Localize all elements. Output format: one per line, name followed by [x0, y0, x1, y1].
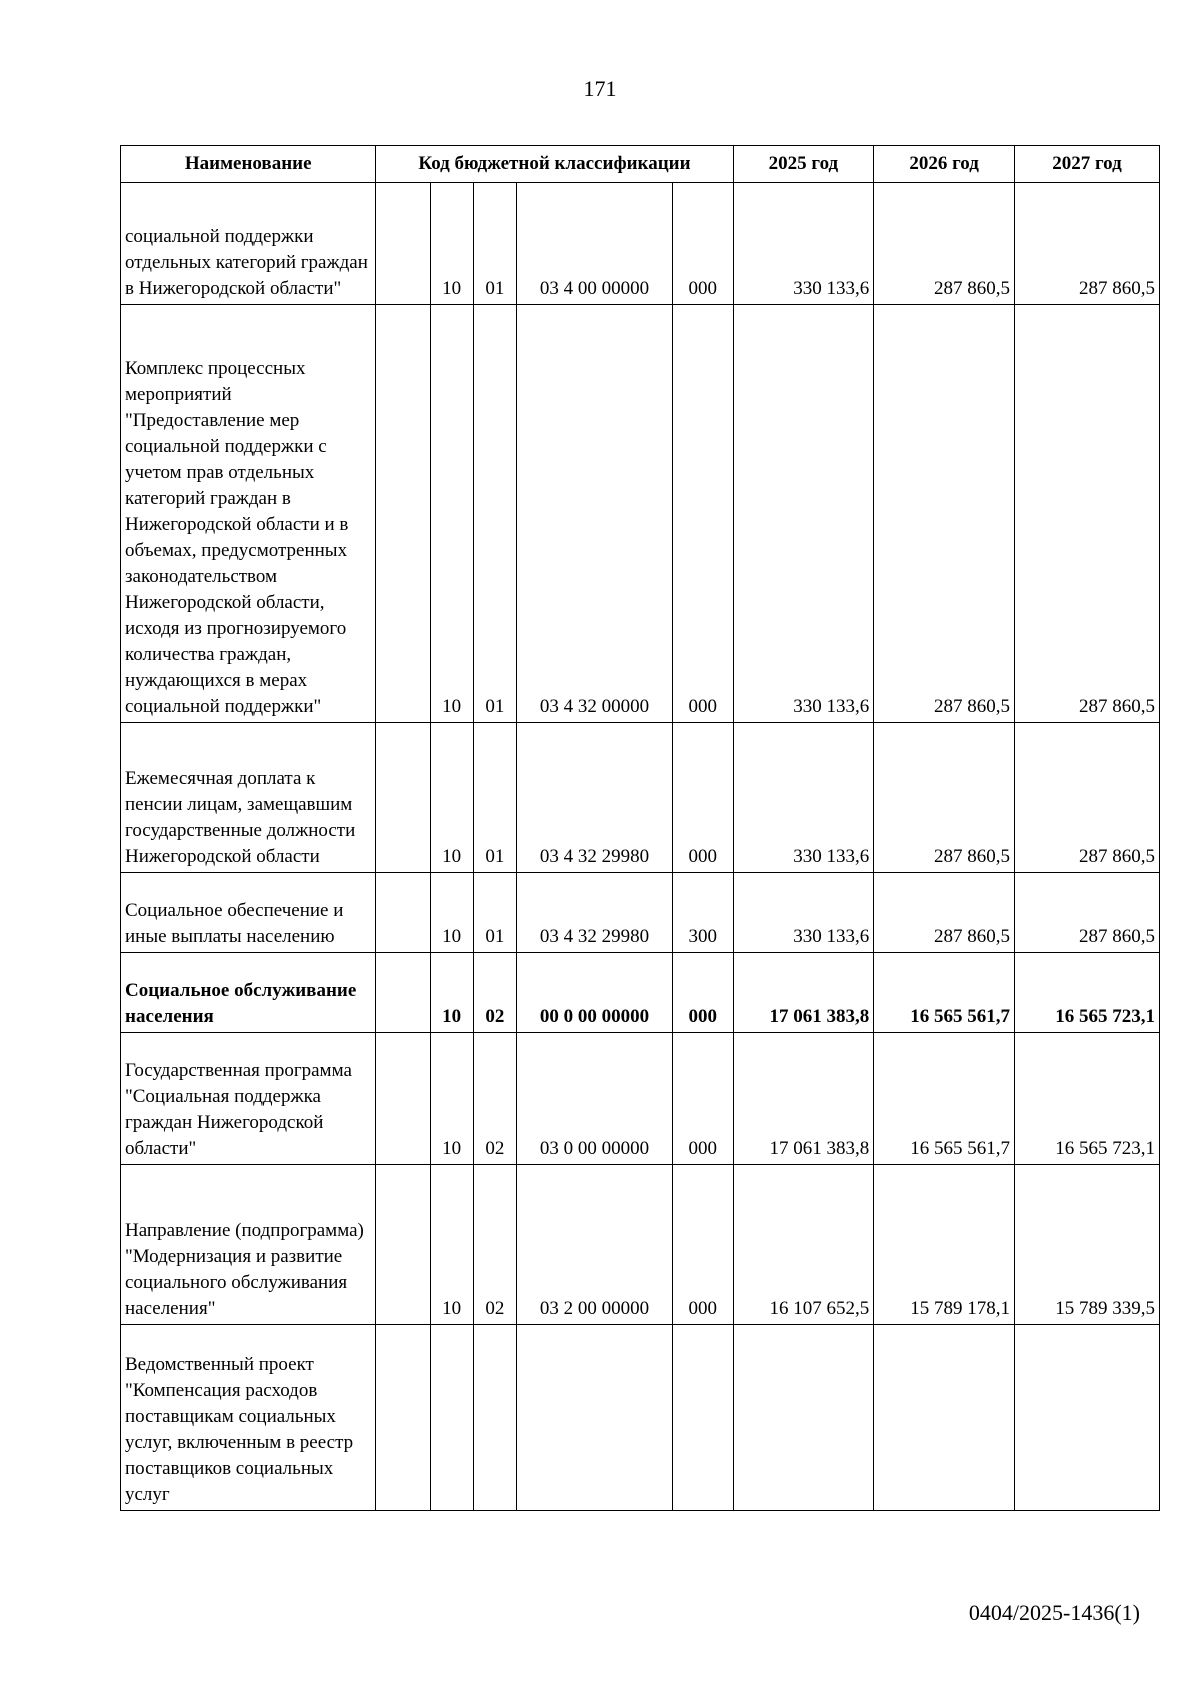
row-code-section: 10	[430, 1165, 473, 1325]
row-code-target: 03 0 00 00000	[517, 1033, 673, 1165]
row-code-subsection: 02	[473, 1165, 516, 1325]
row-code-expense-type: 000	[672, 305, 733, 723]
row-value-2026: 15 789 178,1	[874, 1165, 1015, 1325]
row-code-blank	[376, 1165, 430, 1325]
row-value-2026: 287 860,5	[874, 723, 1015, 873]
table-row	[121, 305, 1160, 723]
table-row	[121, 1325, 1160, 1511]
header-name: Наименование	[121, 146, 376, 183]
budget-table	[120, 145, 1160, 1511]
row-value-2027: 15 789 339,5	[1014, 1165, 1159, 1325]
row-value-2027: 287 860,5	[1014, 305, 1159, 723]
row-name: социальной поддержки отдельных категорий граждан в Нижегородской области"	[121, 183, 376, 305]
row-value-2025: 330 133,6	[733, 723, 874, 873]
row-name: Ведомственный проект "Компенсация расходов поставщикам социальных услуг, включенным в реестр поставщиков социальных услуг	[121, 1325, 376, 1511]
row-code-section: 10	[430, 1033, 473, 1165]
row-name: Комплекс процессных мероприятий "Предоставление мер социальной поддержки с учетом прав отдельных категорий граждан в Нижегородской области и в объемах, предусмотренных законодательством Нижегородской области, исходя из прогнозируемого количества граждан, нуждающихся в мерах социальной поддержки"	[121, 305, 376, 723]
table-row	[121, 873, 1160, 953]
row-value-2026: 16 565 561,7	[874, 953, 1015, 1033]
row-value-2025: 330 133,6	[733, 873, 874, 953]
row-code-section: 10	[430, 953, 473, 1033]
row-code-blank	[376, 873, 430, 953]
row-value-2027: 16 565 723,1	[1014, 953, 1159, 1033]
row-value-2027: 287 860,5	[1014, 183, 1159, 305]
row-code-blank	[376, 305, 430, 723]
row-code-blank	[376, 1033, 430, 1165]
header-2026: 2026 год	[874, 146, 1015, 183]
row-code-expense-type: 000	[672, 1033, 733, 1165]
row-name: Социальное обеспечение и иные выплаты населению	[121, 873, 376, 953]
table-row	[121, 723, 1160, 873]
row-code-section: 10	[430, 873, 473, 953]
row-code-target: 03 4 00 00000	[517, 183, 673, 305]
row-value-2026: 16 565 561,7	[874, 1033, 1015, 1165]
row-code-target: 03 4 32 29980	[517, 723, 673, 873]
row-value-2025	[733, 1325, 874, 1511]
table-row	[121, 1033, 1160, 1165]
header-2025: 2025 год	[733, 146, 874, 183]
row-value-2027: 287 860,5	[1014, 723, 1159, 873]
row-code-subsection: 01	[473, 183, 516, 305]
row-value-2025: 16 107 652,5	[733, 1165, 874, 1325]
row-value-2027	[1014, 1325, 1159, 1511]
row-value-2026: 287 860,5	[874, 183, 1015, 305]
row-value-2026	[874, 1325, 1015, 1511]
row-name: Направление (подпрограмма) "Модернизация и развитие социального обслуживания населения"	[121, 1165, 376, 1325]
row-code-expense-type: 000	[672, 953, 733, 1033]
row-code-subsection	[473, 1325, 516, 1511]
row-code-subsection: 02	[473, 1033, 516, 1165]
row-code-subsection: 01	[473, 723, 516, 873]
row-code-expense-type: 000	[672, 1165, 733, 1325]
row-code-blank	[376, 1325, 430, 1511]
table-row	[121, 1165, 1160, 1325]
table-row	[121, 953, 1160, 1033]
row-value-2025: 17 061 383,8	[733, 1033, 874, 1165]
row-code-section: 10	[430, 723, 473, 873]
document-code: 0404/2025-1436(1)	[968, 1600, 1140, 1625]
row-code-section: 10	[430, 305, 473, 723]
row-code-blank	[376, 723, 430, 873]
row-name: Социальное обслуживание населения	[121, 953, 376, 1033]
row-code-expense-type: 300	[672, 873, 733, 953]
row-code-subsection: 01	[473, 873, 516, 953]
row-value-2027: 287 860,5	[1014, 873, 1159, 953]
row-value-2025: 17 061 383,8	[733, 953, 874, 1033]
row-code-section	[430, 1325, 473, 1511]
row-name: Государственная программа "Социальная поддержка граждан Нижегородской области"	[121, 1033, 376, 1165]
table-header-row	[121, 146, 1160, 183]
row-code-section: 10	[430, 183, 473, 305]
row-code-subsection: 01	[473, 305, 516, 723]
row-code-target: 03 4 32 29980	[517, 873, 673, 953]
row-code-target: 00 0 00 00000	[517, 953, 673, 1033]
header-code: Код бюджетной классификации	[376, 146, 733, 183]
row-value-2026: 287 860,5	[874, 305, 1015, 723]
row-value-2025: 330 133,6	[733, 183, 874, 305]
row-code-target: 03 2 00 00000	[517, 1165, 673, 1325]
row-code-expense-type: 000	[672, 183, 733, 305]
row-code-expense-type	[672, 1325, 733, 1511]
table-row	[121, 183, 1160, 305]
row-name: Ежемесячная доплата к пенсии лицам, замещавшим государственные должности Нижегородской области	[121, 723, 376, 873]
row-code-blank	[376, 183, 430, 305]
row-code-target: 03 4 32 00000	[517, 305, 673, 723]
row-code-blank	[376, 953, 430, 1033]
row-value-2026: 287 860,5	[874, 873, 1015, 953]
row-value-2025: 330 133,6	[733, 305, 874, 723]
row-code-target	[517, 1325, 673, 1511]
row-code-subsection: 02	[473, 953, 516, 1033]
header-2027: 2027 год	[1014, 146, 1159, 183]
page-number: 171	[583, 76, 617, 101]
row-code-expense-type: 000	[672, 723, 733, 873]
row-value-2027: 16 565 723,1	[1014, 1033, 1159, 1165]
